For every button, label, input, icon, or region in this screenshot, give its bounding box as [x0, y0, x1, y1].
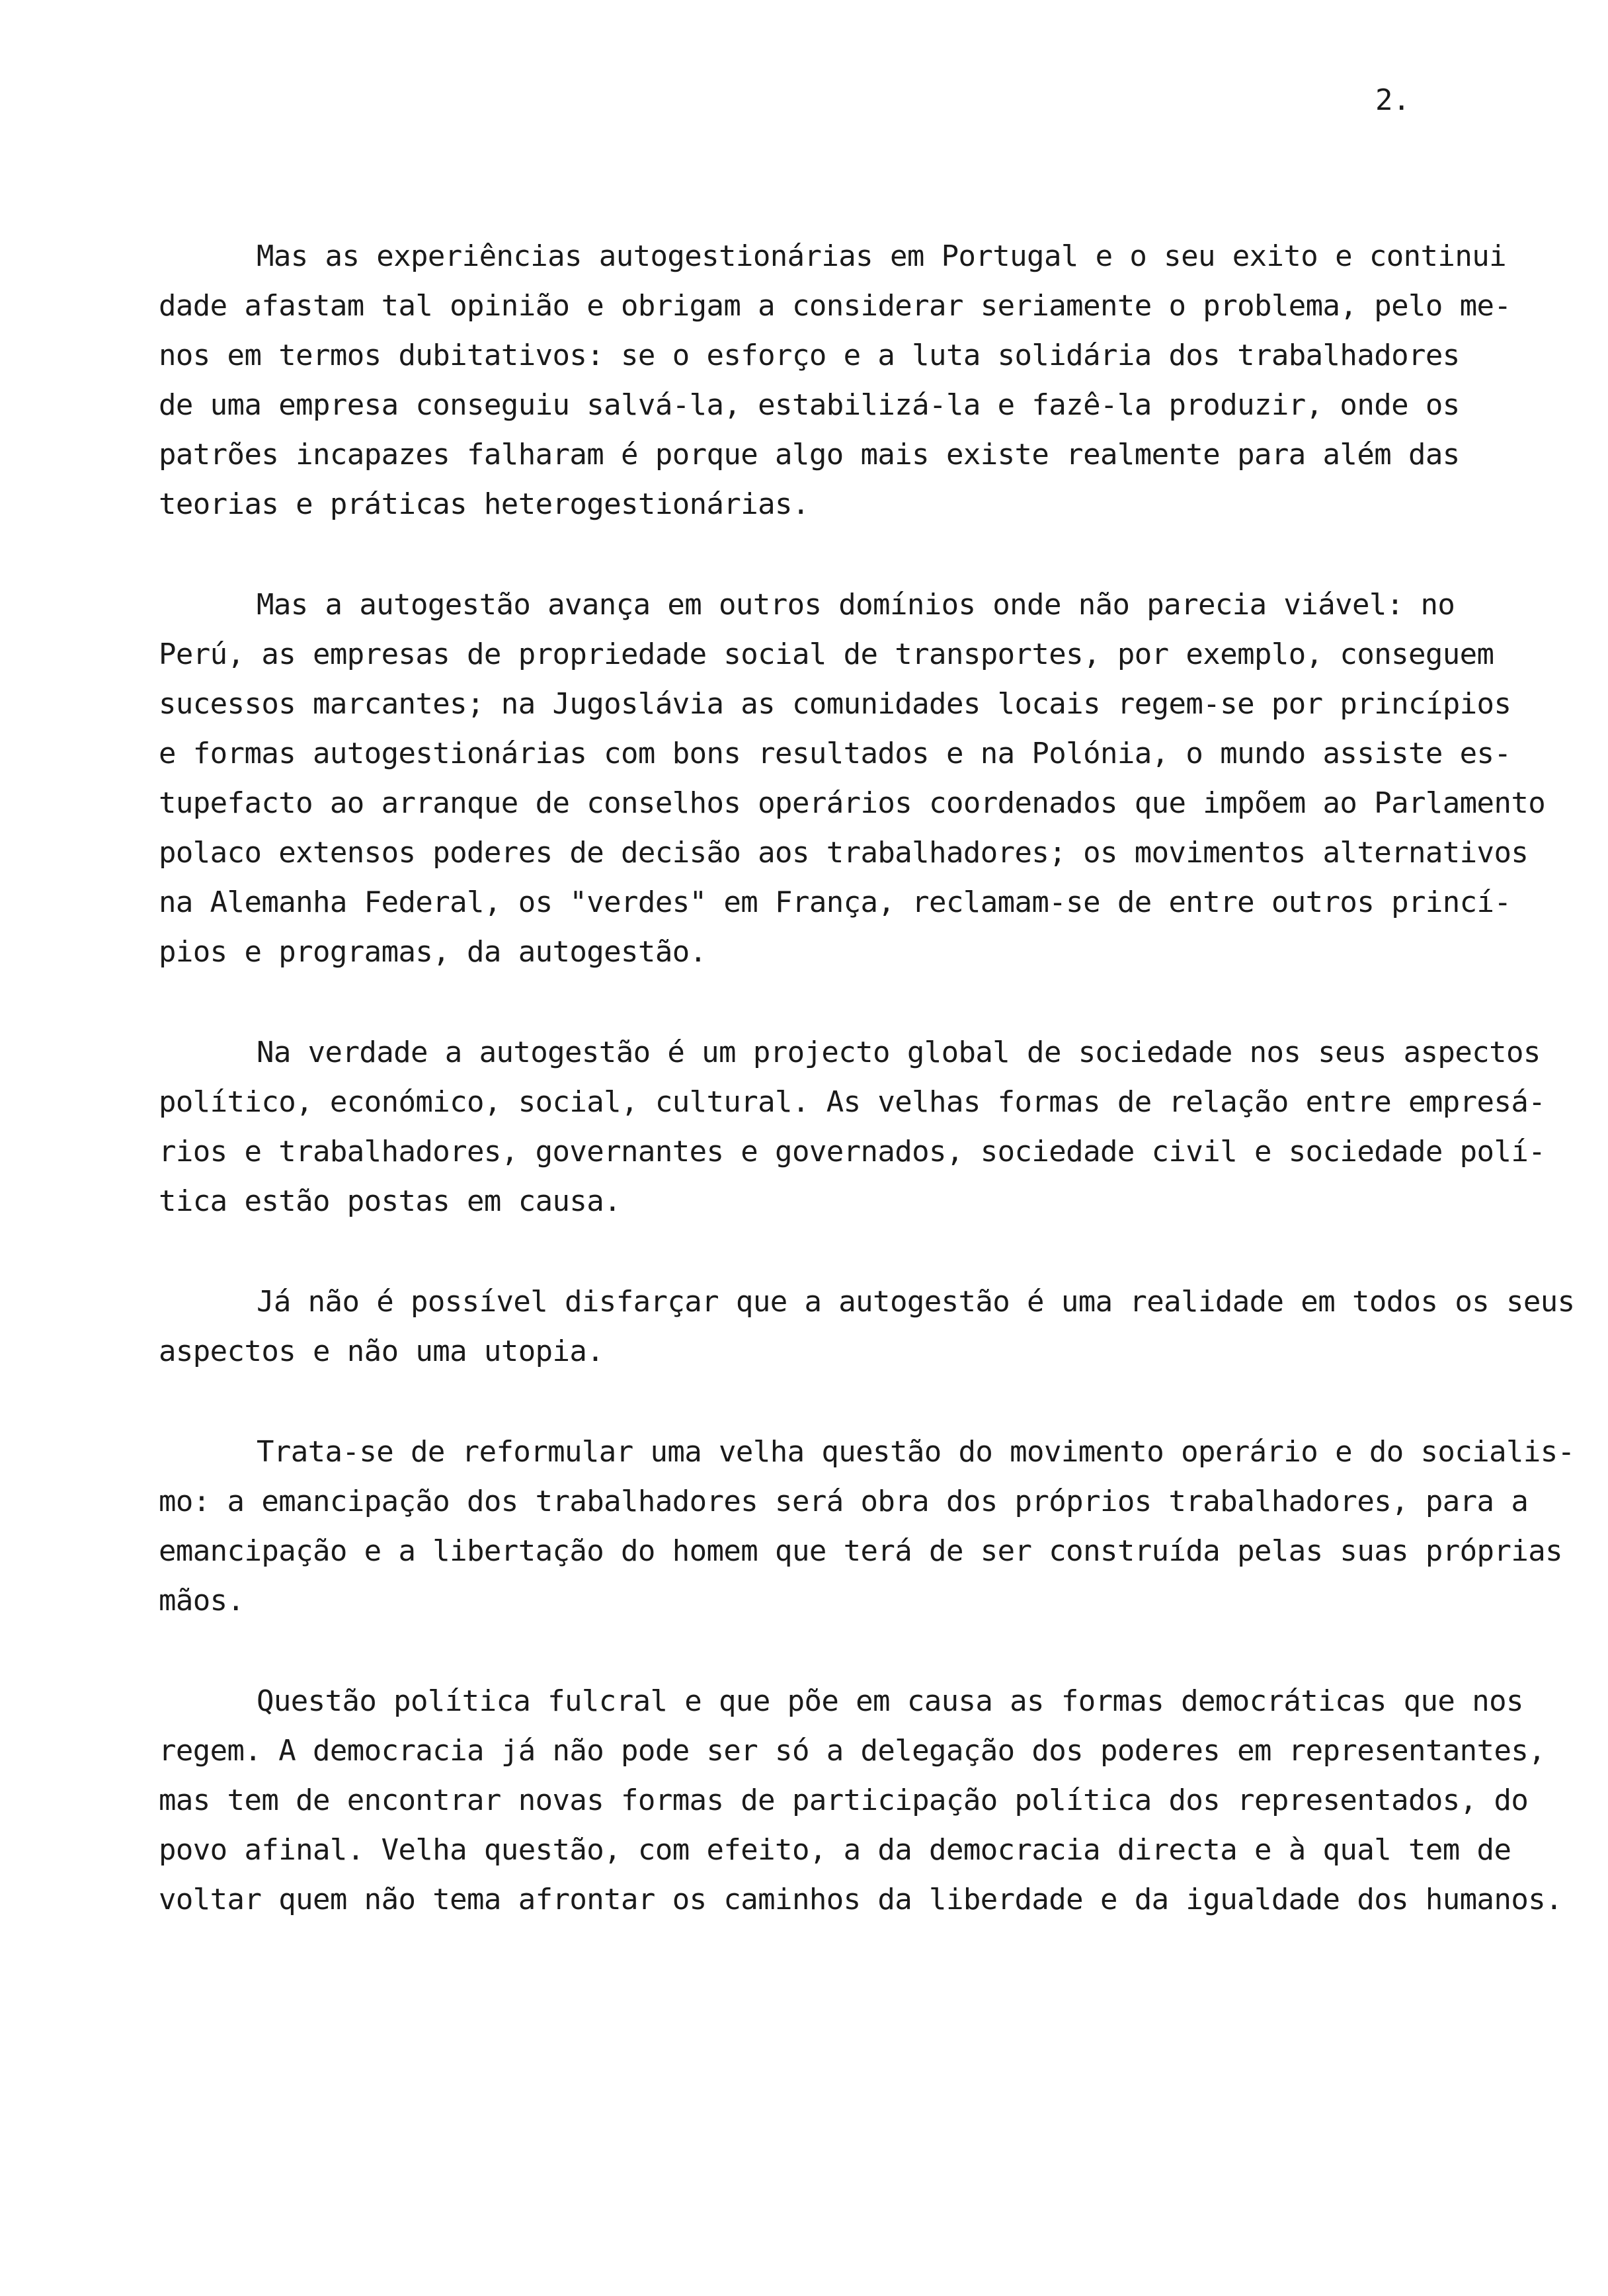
text-line: mas tem de encontrar novas formas de participação política dos representados, do	[159, 1784, 1529, 1817]
text-line: e formas autogestionárias com bons resultados e na Polónia, o mundo assiste es-	[159, 737, 1511, 770]
text-line: tica estão postas em causa.	[159, 1184, 622, 1218]
text-line: na Alemanha Federal, os "verdes" em França, reclamam-se de entre outros princí-	[159, 885, 1511, 919]
text-line: nos em termos dubitativos: se o esforço e a luta solidária dos trabalhadores	[159, 339, 1460, 372]
text-line: voltar quem não tema afrontar os caminhos da liberdade e da igualdade dos humanos.	[159, 1883, 1562, 1916]
text-line: Mas as experiências autogestionárias em Portugal e o seu exito e continui	[257, 239, 1506, 273]
text-line: polaco extensos poderes de decisão aos trabalhadores; os movimentos alternativos	[159, 836, 1529, 870]
text-line: teorias e práticas heterogestionárias.	[159, 487, 809, 521]
text-line: Já não é possível disfarçar que a autogestão é uma realidade em todos os seus	[257, 1285, 1575, 1319]
paragraph-2	[159, 580, 1546, 977]
paragraph-6	[159, 1676, 1562, 1924]
page-number: 2.	[1375, 83, 1410, 117]
text-line: Mas a autogestão avança em outros domínios onde não parecia viável: no	[257, 588, 1455, 622]
text-line: de uma empresa conseguiu salvá-la, estabilizá-la e fazê-la produzir, onde os	[159, 388, 1460, 422]
text-line: regem. A democracia já não pode ser só a delegação dos poderes em representantes,	[159, 1734, 1546, 1768]
text-line: Na verdade a autogestão é um projecto global de sociedade nos seus aspectos	[257, 1036, 1541, 1069]
text-line: Trata-se de reformular uma velha questão do movimento operário e do socialis-	[257, 1435, 1575, 1469]
text-line: dade afastam tal opinião e obrigam a considerar seriamente o problema, pelo me-	[159, 289, 1511, 323]
text-line: Perú, as empresas de propriedade social de transportes, por exemplo, conseguem	[159, 637, 1494, 671]
paragraph-5	[159, 1427, 1575, 1625]
text-line: tupefacto ao arranque de conselhos operários coordenados que impõem ao Parlamento	[159, 786, 1546, 820]
text-line: patrões incapazes falharam é porque algo mais existe realmente para além das	[159, 438, 1460, 472]
text-line: mo: a emancipação dos trabalhadores será obra dos próprios trabalhadores, para a	[159, 1485, 1529, 1518]
text-line: mãos.	[159, 1584, 245, 1618]
text-line: Questão política fulcral e que põe em causa as formas democráticas que nos	[257, 1684, 1523, 1718]
paragraph-1	[159, 231, 1527, 529]
text-line: político, económico, social, cultural. As velhas formas de relação entre empresá-	[159, 1085, 1546, 1119]
paragraph-3	[159, 1028, 1546, 1226]
text-line: sucessos marcantes; na Jugoslávia as comunidades locais regem-se por princípios	[159, 687, 1511, 721]
text-line: povo afinal. Velha questão, com efeito, a da democracia directa e à qual tem de	[159, 1833, 1511, 1867]
body-text	[159, 231, 1575, 1975]
text-line: pios e programas, da autogestão.	[159, 935, 707, 969]
text-line: aspectos e não uma utopia.	[159, 1334, 604, 1368]
text-line: emancipação e a libertação do homem que terá de ser construída pelas suas próprias	[159, 1534, 1562, 1568]
text-line: rios e trabalhadores, governantes e governados, sociedade civil e sociedade polí-	[159, 1135, 1546, 1168]
paragraph-4	[159, 1277, 1575, 1376]
